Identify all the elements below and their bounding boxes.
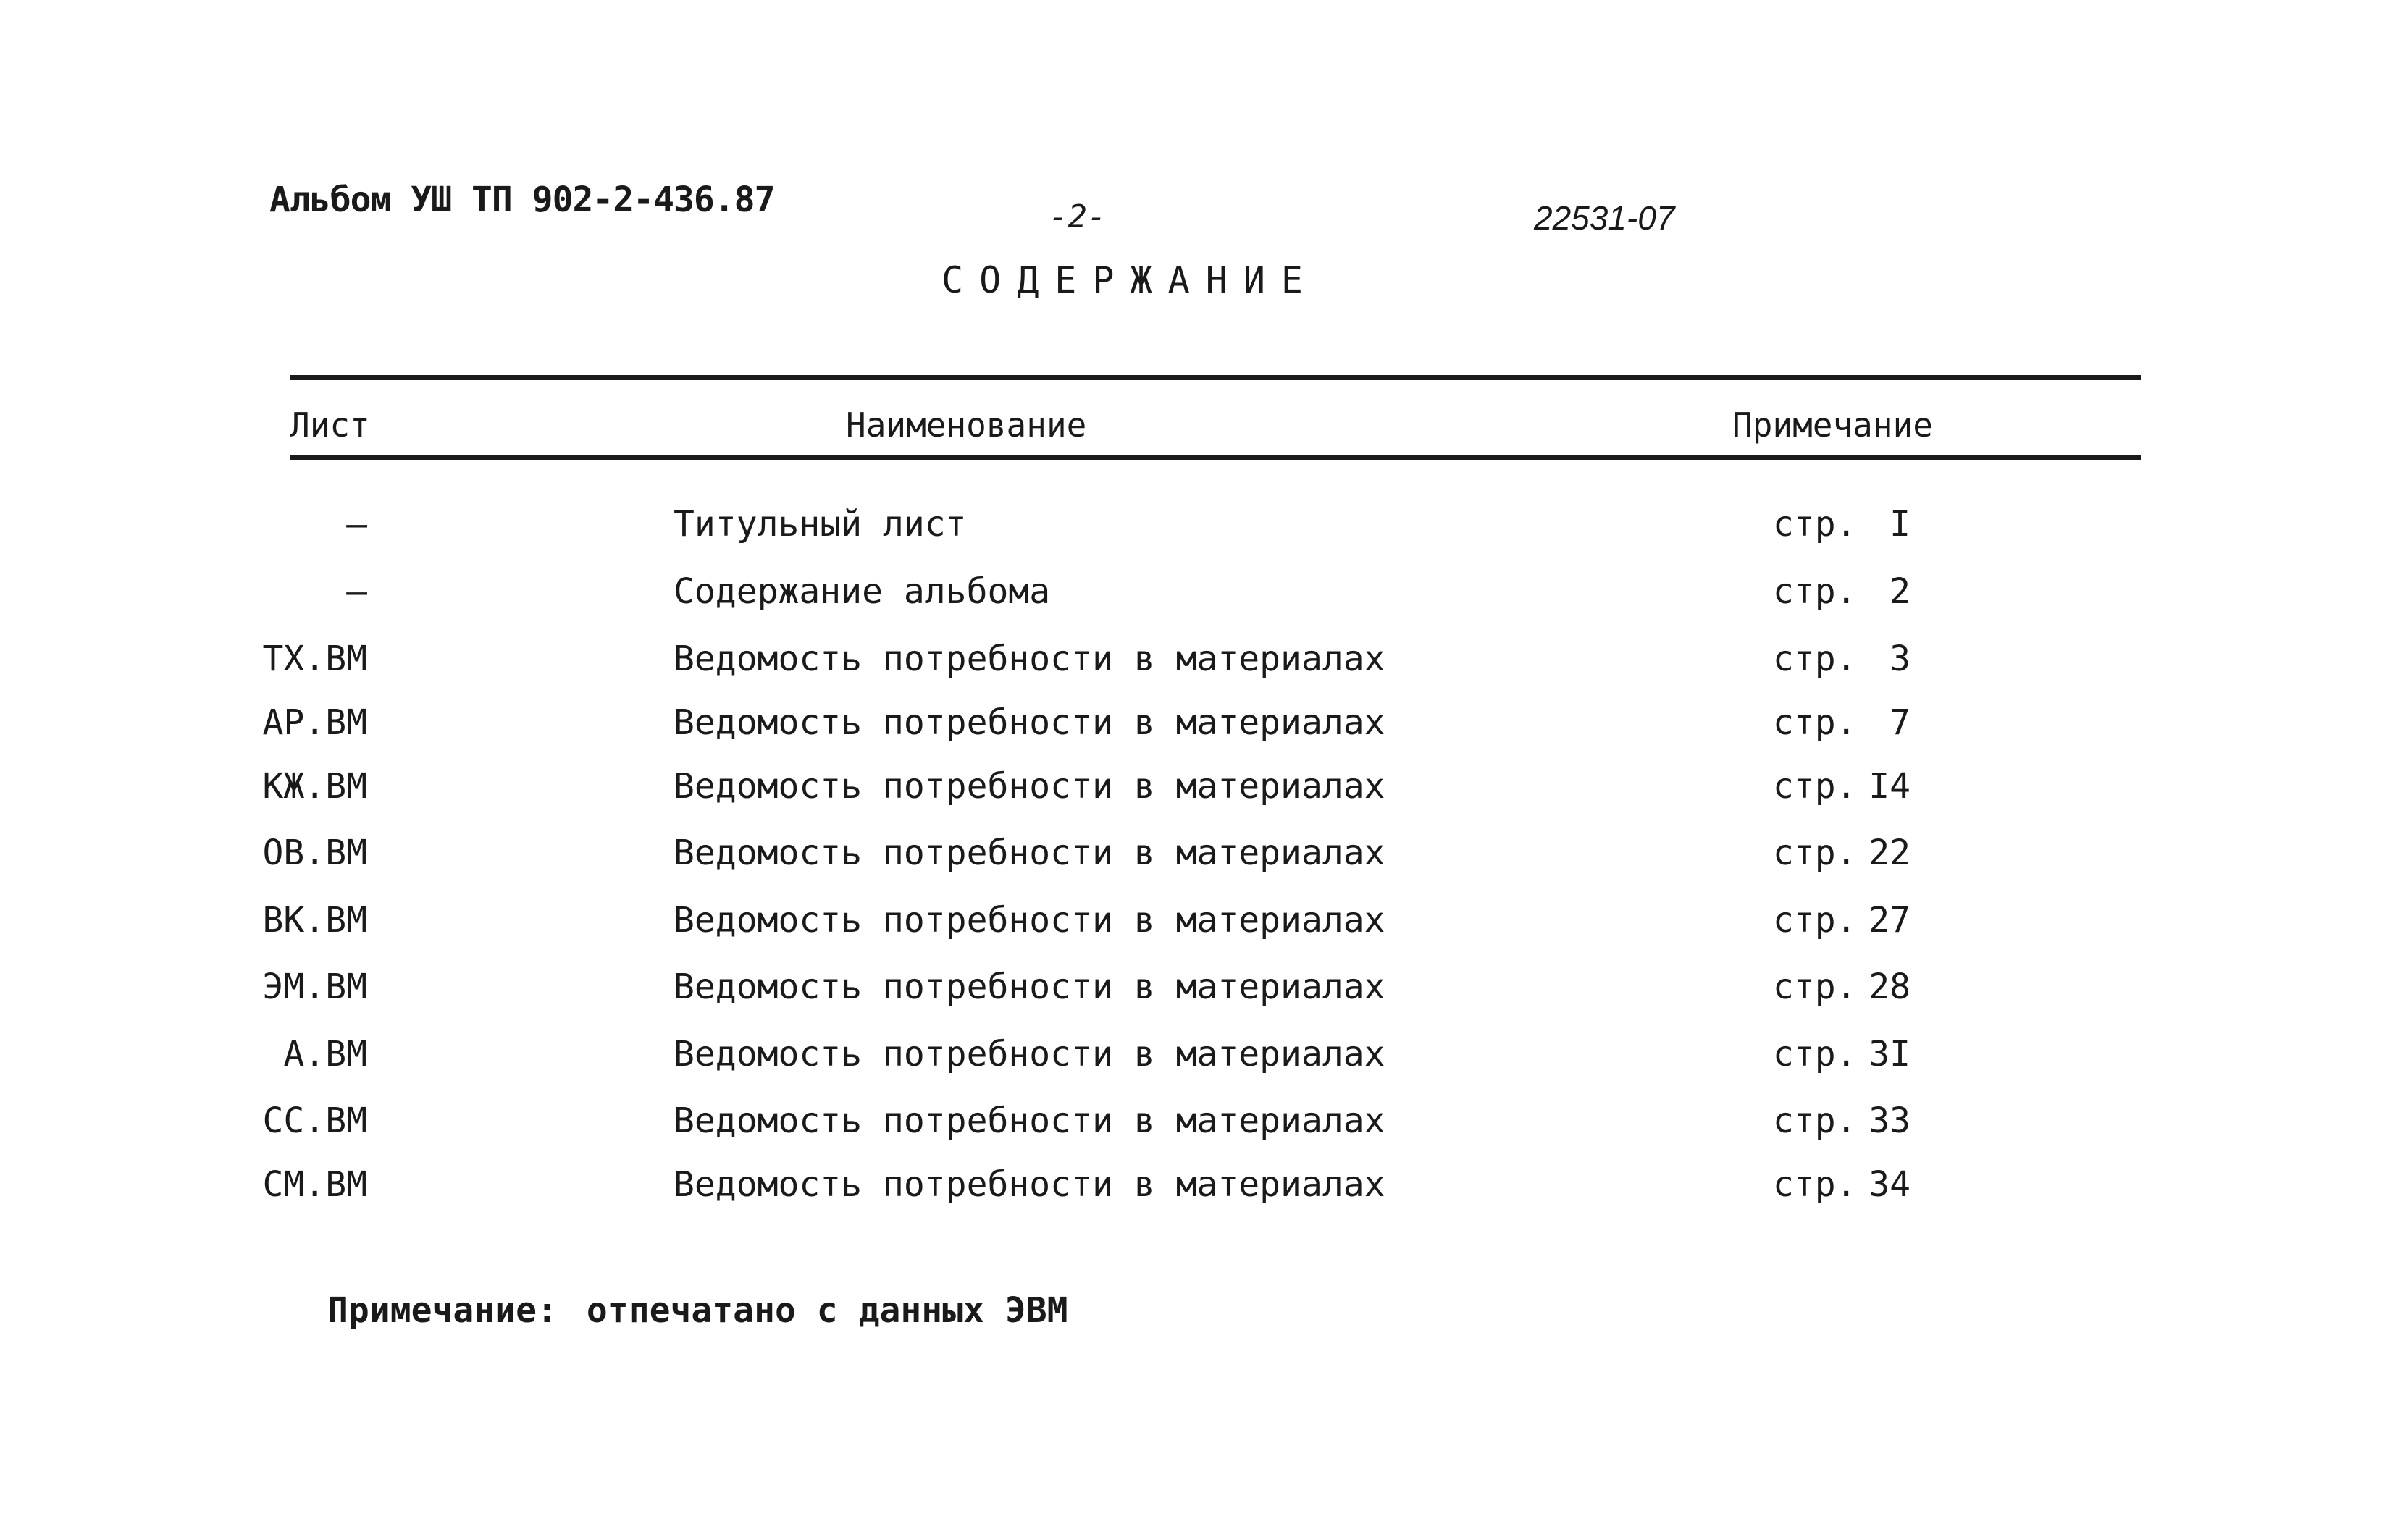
row-name: Содержание альбома: [674, 571, 1051, 612]
table-row: [0, 766, 2395, 809]
table-row: [0, 967, 2395, 1010]
column-header-name: Наименование: [846, 405, 1087, 445]
row-name: Ведомость потребности в материалах: [674, 766, 1385, 807]
row-page-number: 28: [1868, 967, 1910, 1007]
row-sheet-code: ОВ.ВМ: [262, 833, 367, 873]
row-sheet-code: СС.ВМ: [262, 1101, 367, 1141]
row-sheet-code: ВК.ВМ: [262, 900, 367, 941]
table-row: [0, 702, 2395, 746]
column-header-sheet: Лист: [290, 405, 370, 445]
row-name: Ведомость потребности в материалах: [674, 1164, 1385, 1205]
table-row: [0, 639, 2395, 682]
table-row: [0, 1101, 2395, 1144]
row-page-label: стр.: [1773, 1034, 1857, 1074]
document-number: 22531-07: [1534, 199, 1675, 237]
row-sheet-code: АР.ВМ: [262, 702, 367, 743]
table-top-rule: [290, 375, 2141, 380]
row-page-label: стр.: [1773, 1164, 1857, 1205]
row-name: Ведомость потребности в материалах: [674, 639, 1385, 679]
row-page-number: 22: [1868, 833, 1910, 873]
row-name: Ведомость потребности в материалах: [674, 702, 1385, 743]
row-page-label: стр.: [1773, 702, 1857, 743]
row-name: Ведомость потребности в материалах: [674, 967, 1385, 1007]
row-page-label: стр.: [1773, 639, 1857, 679]
row-page-number: 27: [1868, 900, 1910, 941]
row-sheet-code: –: [346, 571, 367, 612]
row-name: Ведомость потребности в материалах: [674, 833, 1385, 873]
page-number: -2-: [1049, 198, 1107, 235]
contents-title: СОДЕРЖАНИЕ: [941, 259, 1320, 301]
row-sheet-code: ЭМ.ВМ: [262, 967, 367, 1007]
row-name: Ведомость потребности в материалах: [674, 1101, 1385, 1141]
row-name: Ведомость потребности в материалах: [674, 1034, 1385, 1074]
row-page-number: 2: [1889, 571, 1910, 612]
row-page-label: стр.: [1773, 766, 1857, 807]
row-name: Ведомость потребности в материалах: [674, 900, 1385, 941]
row-sheet-code: СМ.ВМ: [262, 1164, 367, 1205]
table-row: [0, 1164, 2395, 1208]
row-page-number: 7: [1889, 702, 1910, 743]
row-sheet-code: –: [346, 504, 367, 544]
footnote-text: отпечатано с данных ЭВМ: [586, 1290, 1068, 1331]
row-page-label: стр.: [1773, 571, 1857, 612]
table-row: [0, 1034, 2395, 1077]
row-name: Титульный лист: [674, 504, 967, 544]
row-sheet-code: А.ВМ: [283, 1034, 367, 1074]
row-page-number: 3: [1889, 639, 1910, 679]
table-row: [0, 571, 2395, 615]
row-page-label: стр.: [1773, 900, 1857, 941]
table-header-rule: [290, 455, 2141, 460]
row-page-number: 34: [1868, 1164, 1910, 1205]
table-row: [0, 900, 2395, 943]
album-code: Альбом УШ ТП 902-2-436.87: [269, 180, 775, 220]
row-sheet-code: ТХ.ВМ: [262, 639, 367, 679]
row-page-label: стр.: [1773, 967, 1857, 1007]
row-page-label: стр.: [1773, 1101, 1857, 1141]
row-page-label: стр.: [1773, 504, 1857, 544]
footnote: [327, 1290, 1068, 1331]
row-page-number: I: [1889, 504, 1910, 544]
table-row: [0, 833, 2395, 876]
table-row: [0, 504, 2395, 547]
row-sheet-code: КЖ.ВМ: [262, 766, 367, 807]
row-page-number: 3I: [1868, 1034, 1910, 1074]
row-page-label: стр.: [1773, 833, 1857, 873]
column-header-note: Примечание: [1732, 405, 1933, 445]
row-page-number: I4: [1868, 766, 1910, 807]
row-page-number: 33: [1868, 1101, 1910, 1141]
footnote-label: Примечание:: [327, 1290, 558, 1331]
